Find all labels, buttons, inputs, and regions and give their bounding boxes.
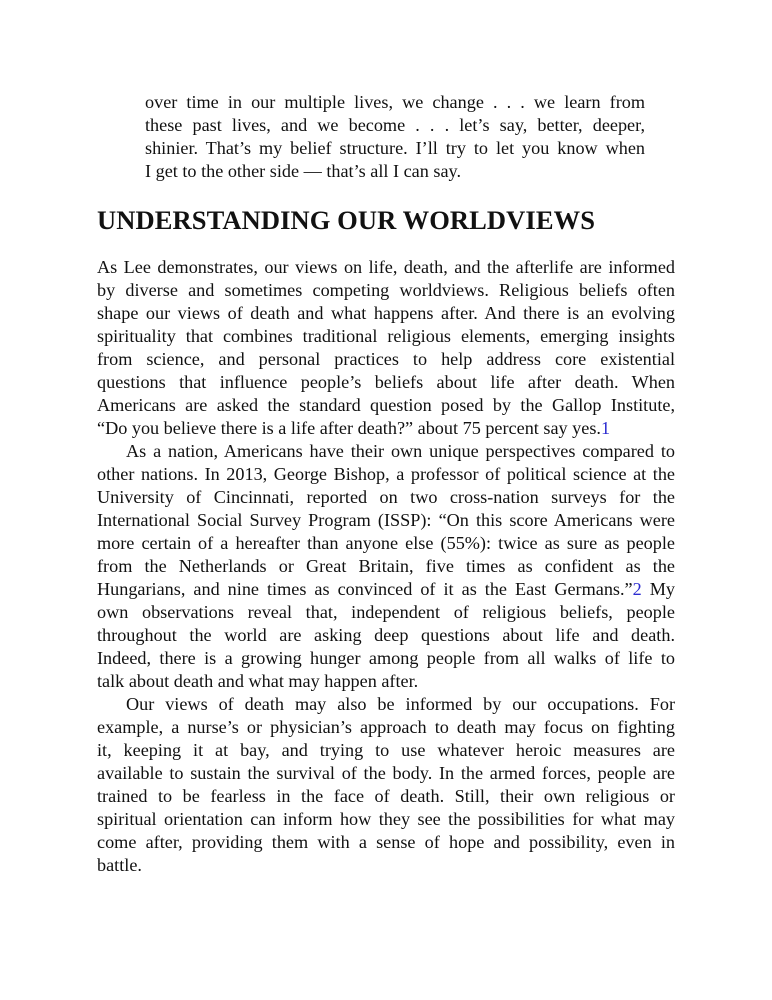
paragraph-line: it, keeping it at bay, and trying to use whatever heroic measures are xyxy=(97,740,675,760)
paragraph-line-text: My xyxy=(641,579,675,599)
paragraph-line: Americans are asked the standard question posed by the Gallop Institute, xyxy=(97,395,675,415)
paragraph-line-text: Hungarians, and nine times as convinced of it as the East Germans.” xyxy=(97,579,633,599)
paragraph-line: Indeed, there is a growing hunger among people from all walks of life to xyxy=(97,648,675,668)
paragraph-line xyxy=(97,417,675,440)
quote-line: over time in our multiple lives, we change . . . we learn from xyxy=(145,92,645,112)
body-text xyxy=(97,256,675,877)
paragraph-line: University of Cincinnati, reported on two cross-nation surveys for the xyxy=(97,487,675,507)
paragraph-line: example, a nurse’s or physician’s approach to death may focus on fighting xyxy=(97,717,675,737)
paragraph-2 xyxy=(97,440,675,693)
paragraph-line: trained to be fearless in the face of death. Still, their own religious or xyxy=(97,786,675,806)
paragraph-line: talk about death and what may happen after. xyxy=(97,671,419,691)
paragraph-line: As Lee demonstrates, our views on life, death, and the afterlife are informed xyxy=(97,257,675,277)
paragraph-line-text: “Do you believe there is a life after death?” about 75 percent say yes. xyxy=(97,418,601,438)
paragraph-line: from science, and personal practices to help address core existential xyxy=(97,349,675,369)
paragraph-line: spiritual orientation can inform how they see the possibilities for what may xyxy=(97,809,675,829)
paragraph-line: shape our views of death and what happens after. And there is an evolving xyxy=(97,303,675,323)
paragraph-line: battle. xyxy=(97,855,142,875)
footnote-link[interactable]: 1 xyxy=(600,418,611,438)
paragraph-line: other nations. In 2013, George Bishop, a professor of political science at the xyxy=(97,464,675,484)
paragraph-line: As a nation, Americans have their own unique perspectives compared to xyxy=(126,441,675,461)
quote-line: these past lives, and we become . . . let’s say, better, deeper, xyxy=(145,115,645,135)
paragraph-line: from the Netherlands or Great Britain, five times as confident as the xyxy=(97,556,675,576)
paragraph-line: International Social Survey Program (ISSP): “On this score Americans were xyxy=(97,510,675,530)
paragraph-line: come after, providing them with a sense of hope and possibility, even in xyxy=(97,832,675,852)
paragraph-line: available to sustain the survival of the body. In the armed forces, people are xyxy=(97,763,675,783)
quote-line: shinier. That’s my belief structure. I’ll try to let you know when xyxy=(145,138,645,158)
paragraph-line: spirituality that combines traditional religious elements, emerging insights xyxy=(97,326,675,346)
paragraph-line: by diverse and sometimes competing worldviews. Religious beliefs often xyxy=(97,280,675,300)
block-quote xyxy=(145,91,645,183)
paragraph-line: questions that influence people’s beliefs about life after death. When xyxy=(97,372,675,392)
paragraph-line: more certain of a hereafter than anyone else (55%): twice as sure as people xyxy=(97,533,675,553)
paragraph-1 xyxy=(97,256,675,440)
paragraph-line: throughout the world are asking deep questions about life and death. xyxy=(97,625,675,645)
paragraph-line: Our views of death may also be informed by our occupations. For xyxy=(126,694,675,714)
paragraph-3 xyxy=(97,693,675,877)
paragraph-line: own observations reveal that, independent of religious beliefs, people xyxy=(97,602,675,622)
paragraph-line xyxy=(97,578,675,601)
quote-line: I get to the other side — that’s all I can say. xyxy=(145,161,461,181)
footnote-link[interactable]: 2 xyxy=(632,579,642,599)
section-heading: UNDERSTANDING OUR WORLDVIEWS xyxy=(97,205,596,235)
